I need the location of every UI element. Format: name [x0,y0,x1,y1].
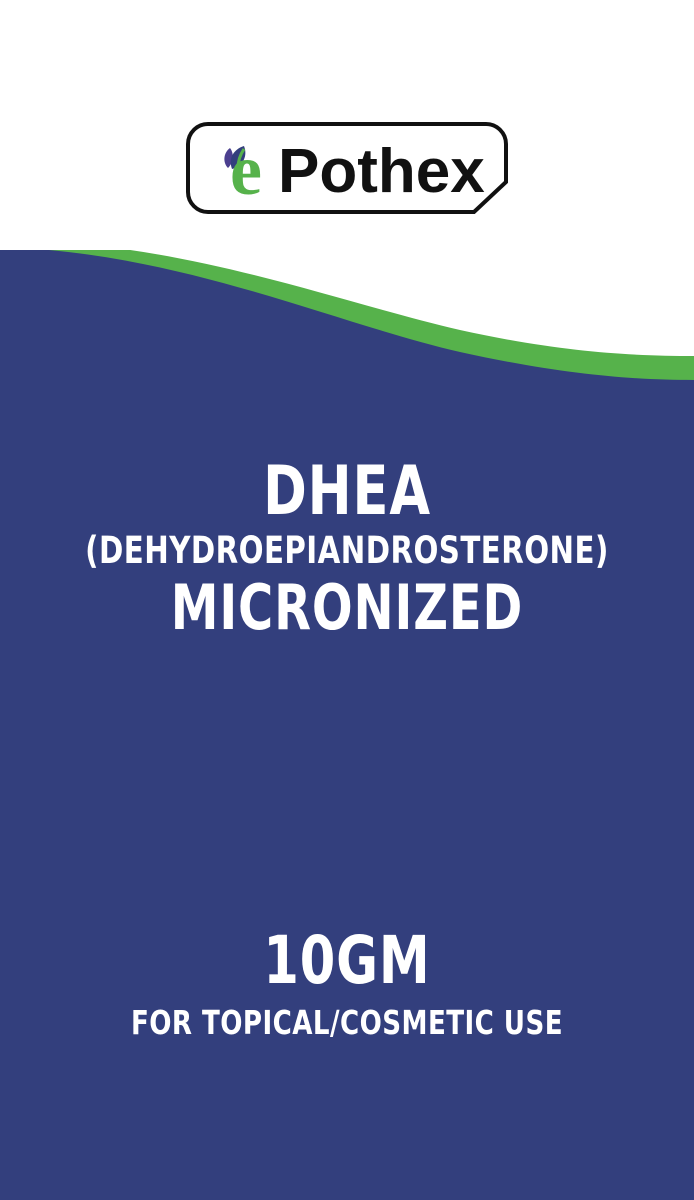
size-block [0,922,694,1043]
product-chemical-name: (DEHYDROEPIANDROSTERONE) [85,529,609,572]
brand-logo [186,122,508,214]
logo-letter-e: e [230,130,262,210]
logo-wordmark: Pothex [278,137,485,206]
label-header [0,0,694,250]
logo-icon [186,122,508,214]
product-size: 10GM [263,922,431,999]
product-name-block [0,452,694,644]
use-statement: FOR TOPICAL/COSMETIC USE [130,1003,564,1042]
product-name: DHEA [263,452,431,531]
navy-panel [0,247,694,1200]
product-form: MICRONIZED [170,571,524,644]
